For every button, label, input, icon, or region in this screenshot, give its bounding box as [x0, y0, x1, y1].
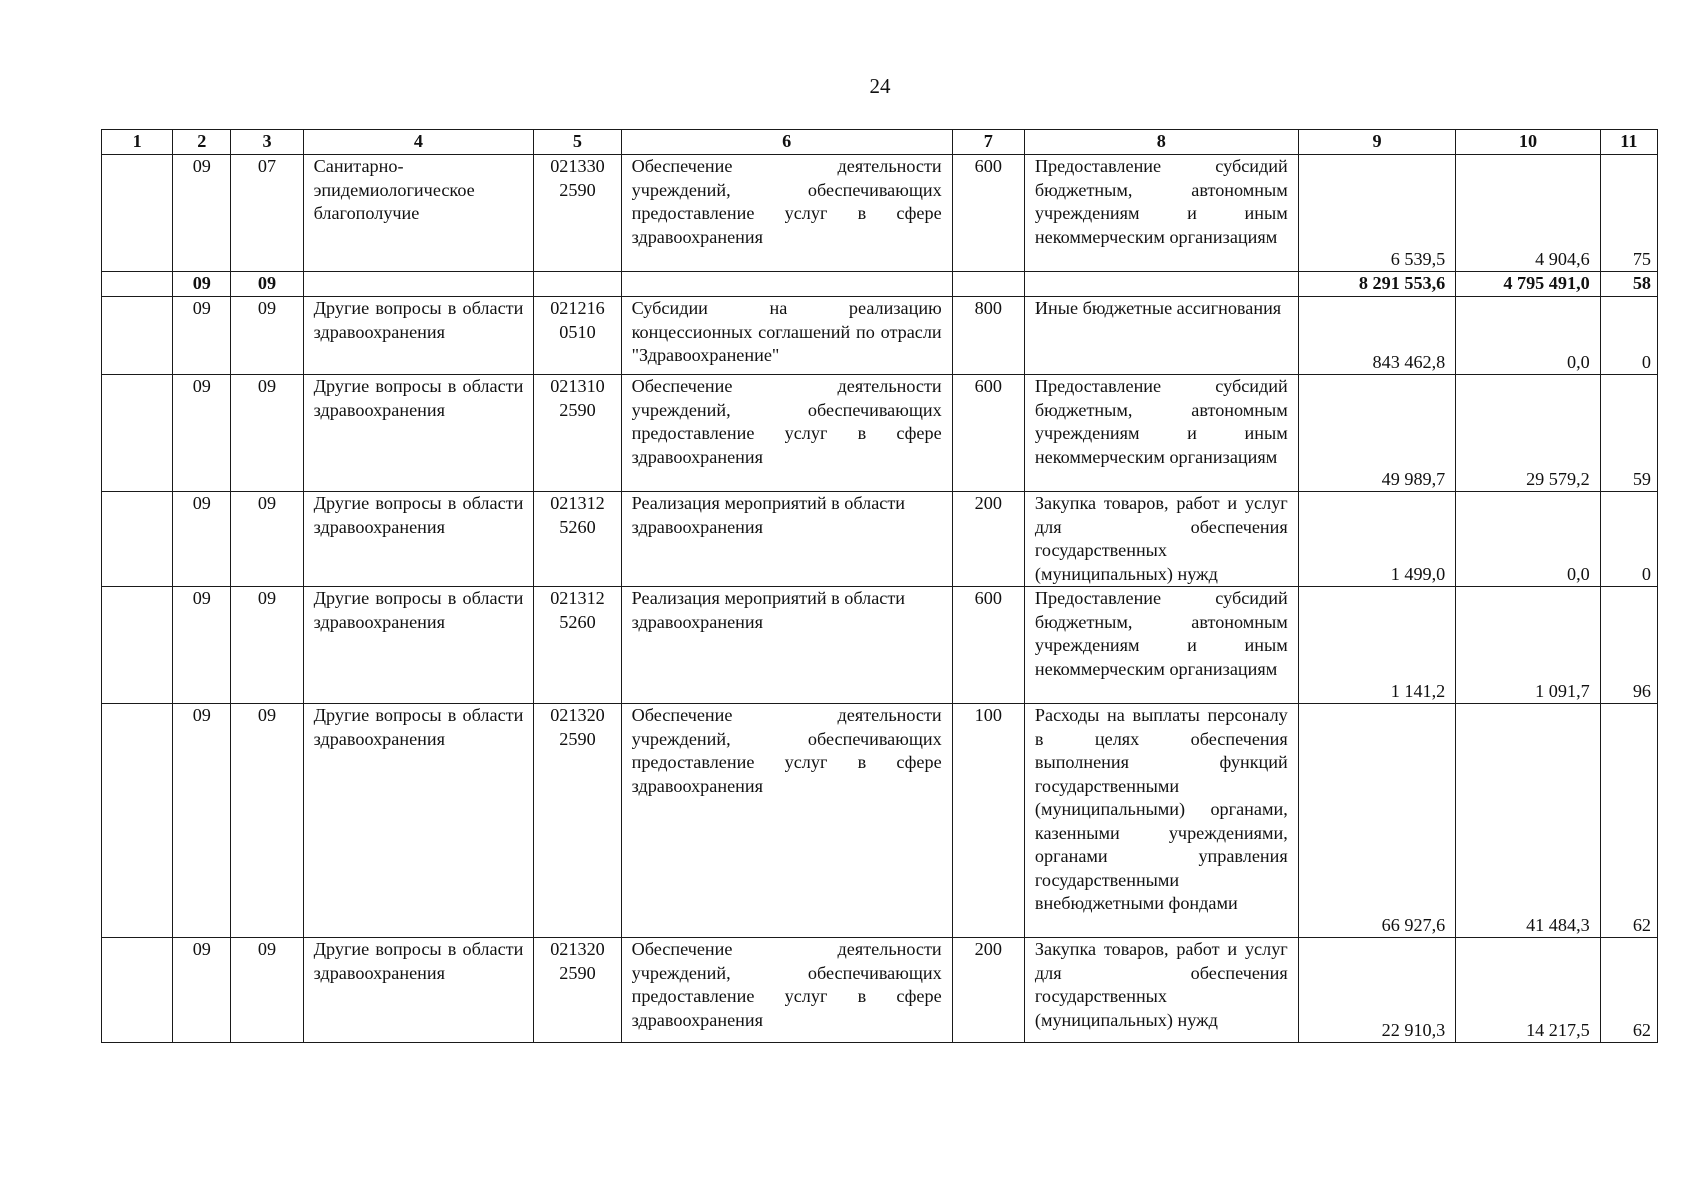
cell-expense-type: 600 — [952, 587, 1024, 704]
cell-section: 09 — [173, 587, 231, 704]
cell-expense-type: 200 — [952, 492, 1024, 587]
cell-subsection-name: Другие вопросы в области здравоохранения — [303, 297, 534, 375]
column-header: 10 — [1456, 130, 1600, 155]
cell-expense-type-name: Предоставление субсидий бюджетным, автономным учреждениям и иным некоммерческим организациям — [1024, 375, 1298, 492]
cell-actual: 41 484,3 — [1456, 704, 1600, 938]
cell-actual: 0,0 — [1456, 492, 1600, 587]
cell-actual: 1 091,7 — [1456, 587, 1600, 704]
cell-target-code: 021312 5260 — [534, 587, 621, 704]
cell-actual: 14 217,5 — [1456, 938, 1600, 1043]
cell-target-name: Обеспечение деятельности учреждений, обеспечивающих предоставление услуг в сфере здравоохранения — [621, 938, 952, 1043]
cell-section: 09 — [173, 704, 231, 938]
cell-expense-type-name: Предоставление субсидий бюджетным, автономным учреждениям и иным некоммерческим организациям — [1024, 587, 1298, 704]
cell-target-code: 021330 2590 — [534, 155, 621, 272]
cell-c1 — [102, 704, 173, 938]
cell-subsection-name: Другие вопросы в области здравоохранения — [303, 587, 534, 704]
column-header: 11 — [1600, 130, 1657, 155]
column-header: 9 — [1298, 130, 1456, 155]
column-header: 2 — [173, 130, 231, 155]
cell-percent: 59 — [1600, 375, 1657, 492]
cell-target-code: 021312 5260 — [534, 492, 621, 587]
column-header: 7 — [952, 130, 1024, 155]
cell-percent: 96 — [1600, 587, 1657, 704]
cell-plan: 49 989,7 — [1298, 375, 1456, 492]
column-header: 3 — [231, 130, 303, 155]
cell-expense-type-name: Закупка товаров, работ и услуг для обеспечения государственных (муниципальных) нужд — [1024, 938, 1298, 1043]
cell-expense-type: 800 — [952, 297, 1024, 375]
cell-target-code: 021310 2590 — [534, 375, 621, 492]
cell-subsection-name — [303, 272, 534, 297]
table-row — [102, 587, 1658, 704]
table-row — [102, 704, 1658, 938]
column-header: 8 — [1024, 130, 1298, 155]
cell-subsection-name: Другие вопросы в области здравоохранения — [303, 375, 534, 492]
cell-expense-type-name — [1024, 272, 1298, 297]
cell-subsection: 09 — [231, 587, 303, 704]
cell-target-name: Реализация мероприятий в области здравоохранения — [621, 587, 952, 704]
cell-expense-type: 600 — [952, 375, 1024, 492]
cell-subsection: 09 — [231, 492, 303, 587]
cell-plan: 1 141,2 — [1298, 587, 1456, 704]
cell-subsection-name: Другие вопросы в области здравоохранения — [303, 492, 534, 587]
budget-table — [101, 129, 1658, 1043]
cell-target-name: Субсидии на реализацию концессионных соглашений по отрасли "Здравоохранение" — [621, 297, 952, 375]
cell-expense-type: 100 — [952, 704, 1024, 938]
cell-subsection: 09 — [231, 938, 303, 1043]
table-row — [102, 492, 1658, 587]
cell-subsection: 09 — [231, 297, 303, 375]
cell-expense-type-name: Расходы на выплаты персоналу в целях обеспечения выполнения функций государственными (муниципальными) органами, казенными учреждениями, органами управления государственными внебюджетными фондами — [1024, 704, 1298, 938]
cell-plan: 1 499,0 — [1298, 492, 1456, 587]
cell-percent: 0 — [1600, 297, 1657, 375]
cell-actual: 29 579,2 — [1456, 375, 1600, 492]
cell-expense-type — [952, 272, 1024, 297]
cell-target-code: 021320 2590 — [534, 704, 621, 938]
cell-section: 09 — [173, 297, 231, 375]
cell-target-name: Реализация мероприятий в области здравоохранения — [621, 492, 952, 587]
cell-c1 — [102, 587, 173, 704]
cell-section: 09 — [173, 375, 231, 492]
cell-plan: 66 927,6 — [1298, 704, 1456, 938]
column-header: 4 — [303, 130, 534, 155]
cell-subsection: 09 — [231, 272, 303, 297]
page-number: 24 — [869, 74, 891, 98]
cell-percent: 0 — [1600, 492, 1657, 587]
table-row — [102, 297, 1658, 375]
cell-target-code: 021216 0510 — [534, 297, 621, 375]
cell-subsection: 07 — [231, 155, 303, 272]
cell-expense-type-name: Иные бюджетные ассигнования — [1024, 297, 1298, 375]
cell-actual: 4 795 491,0 — [1456, 272, 1600, 297]
table-row — [102, 375, 1658, 492]
cell-plan: 6 539,5 — [1298, 155, 1456, 272]
cell-percent: 58 — [1600, 272, 1657, 297]
cell-target-code: 021320 2590 — [534, 938, 621, 1043]
cell-subsection: 09 — [231, 375, 303, 492]
cell-subsection: 09 — [231, 704, 303, 938]
cell-target-name: Обеспечение деятельности учреждений, обеспечивающих предоставление услуг в сфере здравоохранения — [621, 375, 952, 492]
cell-c1 — [102, 375, 173, 492]
cell-plan: 8 291 553,6 — [1298, 272, 1456, 297]
cell-plan: 843 462,8 — [1298, 297, 1456, 375]
column-header: 6 — [621, 130, 952, 155]
table-row — [102, 938, 1658, 1043]
cell-c1 — [102, 938, 173, 1043]
cell-target-name: Обеспечение деятельности учреждений, обеспечивающих предоставление услуг в сфере здравоохранения — [621, 155, 952, 272]
cell-subsection-name: Санитарно-эпидемиологическое благополучие — [303, 155, 534, 272]
cell-subsection-name: Другие вопросы в области здравоохранения — [303, 704, 534, 938]
cell-percent: 62 — [1600, 938, 1657, 1043]
table-row — [102, 155, 1658, 272]
header-row — [102, 130, 1658, 155]
cell-c1 — [102, 272, 173, 297]
cell-section: 09 — [173, 938, 231, 1043]
cell-expense-type-name: Закупка товаров, работ и услуг для обеспечения государственных (муниципальных) нужд — [1024, 492, 1298, 587]
cell-section: 09 — [173, 492, 231, 587]
cell-subsection-name: Другие вопросы в области здравоохранения — [303, 938, 534, 1043]
cell-expense-type: 600 — [952, 155, 1024, 272]
cell-section: 09 — [173, 272, 231, 297]
subtotal-row — [102, 272, 1658, 297]
cell-target-name — [621, 272, 952, 297]
cell-section: 09 — [173, 155, 231, 272]
column-header: 1 — [102, 130, 173, 155]
cell-c1 — [102, 492, 173, 587]
cell-c1 — [102, 297, 173, 375]
cell-c1 — [102, 155, 173, 272]
cell-target-name: Обеспечение деятельности учреждений, обеспечивающих предоставление услуг в сфере здравоохранения — [621, 704, 952, 938]
cell-expense-type-name: Предоставление субсидий бюджетным, автономным учреждениям и иным некоммерческим организациям — [1024, 155, 1298, 272]
cell-expense-type: 200 — [952, 938, 1024, 1043]
cell-percent: 62 — [1600, 704, 1657, 938]
cell-actual: 0,0 — [1456, 297, 1600, 375]
cell-target-code — [534, 272, 621, 297]
cell-actual: 4 904,6 — [1456, 155, 1600, 272]
cell-plan: 22 910,3 — [1298, 938, 1456, 1043]
cell-percent: 75 — [1600, 155, 1657, 272]
column-header: 5 — [534, 130, 621, 155]
